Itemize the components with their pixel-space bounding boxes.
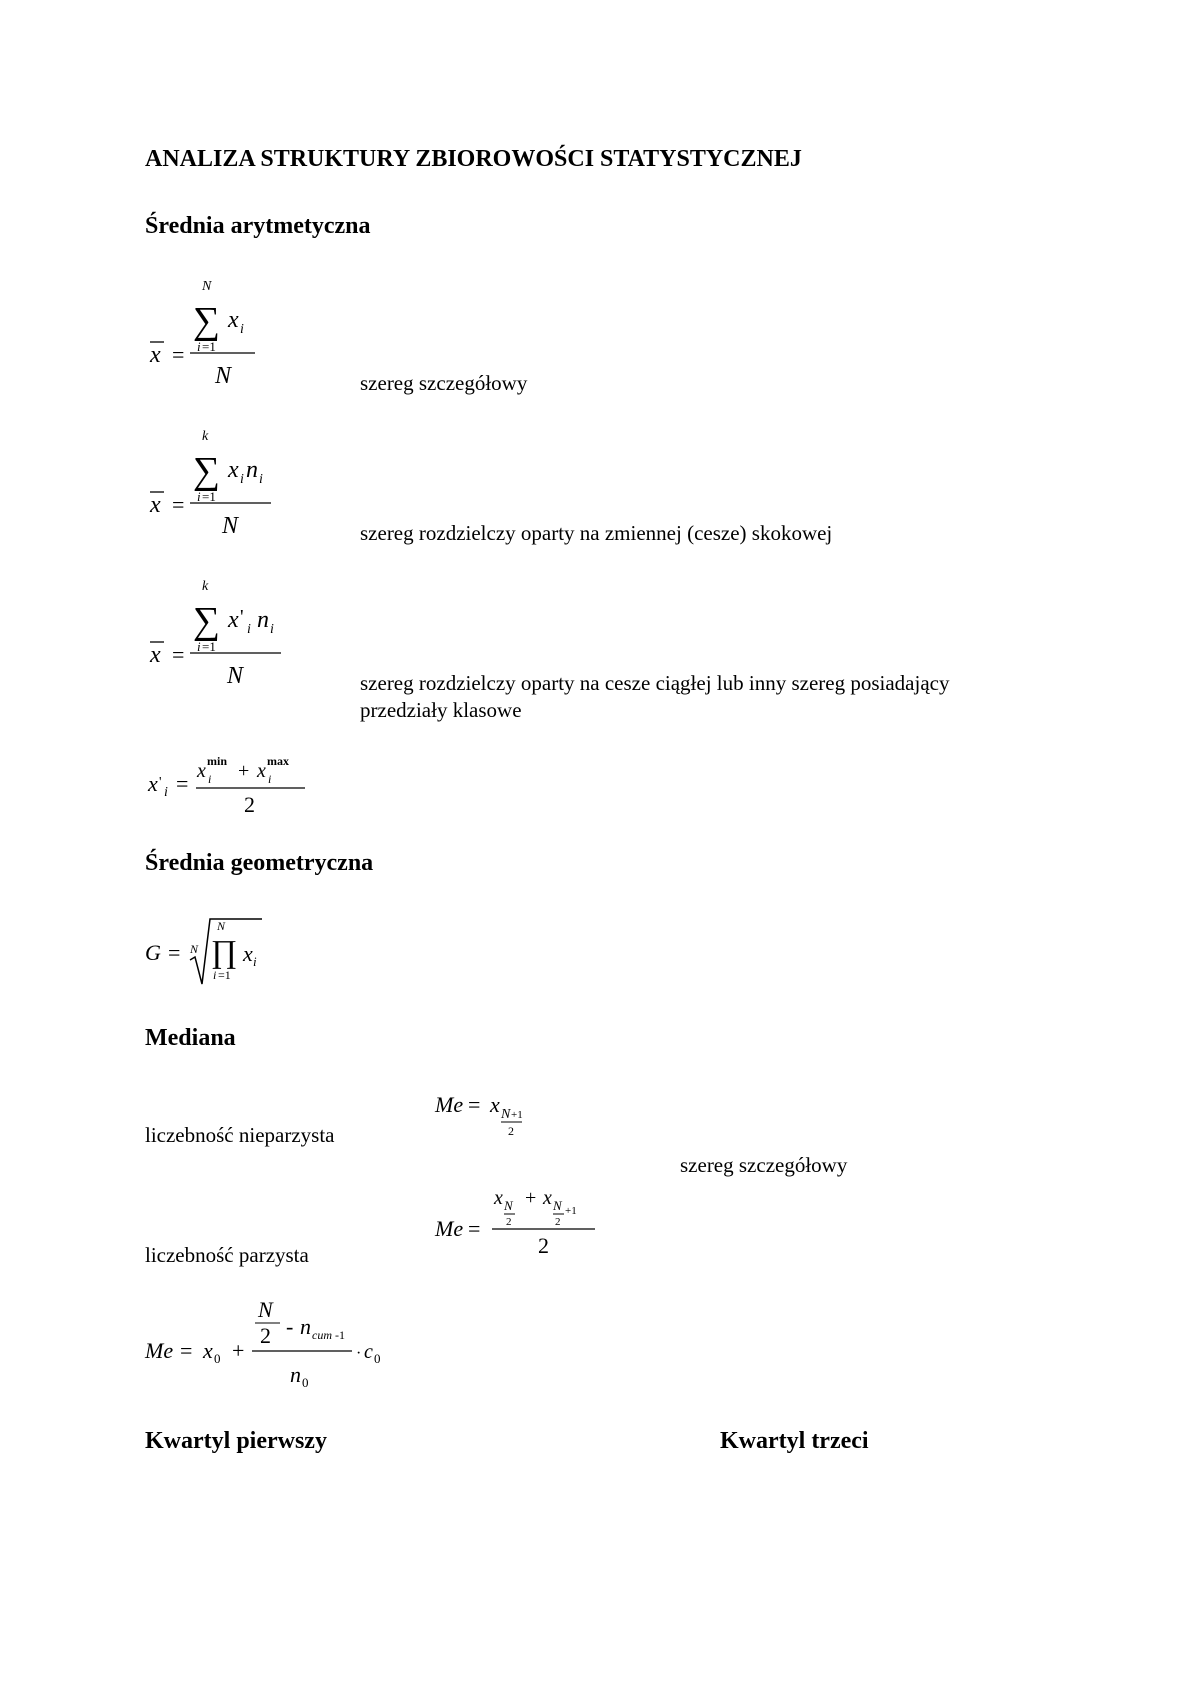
svg-text:=: = (168, 940, 181, 965)
svg-text:=: = (172, 342, 185, 367)
label-even-count: liczebność parzysta (145, 1243, 309, 1267)
svg-text:=: = (468, 1092, 481, 1117)
formula-median-odd (430, 1088, 550, 1140)
svg-text:N: N (258, 1297, 273, 1322)
svg-text:x: x (243, 941, 253, 966)
svg-text:i: i (197, 639, 201, 654)
svg-text:0: 0 (214, 1351, 221, 1366)
svg-text:N: N (222, 513, 239, 539)
page-title: ANALIZA STRUKTURY ZBIOROWOŚCI STATYSTYCZNEJ (145, 146, 802, 172)
svg-text:=1: =1 (218, 968, 231, 982)
svg-text:i: i (213, 968, 217, 982)
svg-text:x: x (257, 760, 266, 782)
svg-text:=: = (172, 492, 185, 517)
svg-text:2: 2 (506, 1216, 512, 1228)
svg-text:+: + (238, 760, 250, 782)
svg-text:i: i (268, 772, 272, 786)
formula-arithmetic-mean-discrete (140, 425, 320, 540)
svg-text:N: N (217, 919, 226, 933)
desc-discrete-series: szereg rozdzielczy oparty na zmiennej (cesze) skokowej (360, 521, 833, 545)
svg-text:x: x (228, 307, 239, 333)
svg-text:x: x (490, 1092, 500, 1117)
svg-text:x: x (543, 1187, 552, 1209)
desc-continuous-series-line2: przedziały klasowe (360, 698, 522, 722)
svg-text:+: + (232, 1338, 245, 1363)
svg-text:2: 2 (538, 1233, 549, 1258)
svg-text:+: + (525, 1187, 537, 1209)
heading-arithmetic-mean: Średnia arytmetyczna (145, 213, 371, 239)
svg-text:N: N (202, 279, 212, 294)
svg-text:G: G (145, 940, 161, 965)
svg-text:cum: cum (312, 1328, 332, 1342)
svg-text:=1: =1 (202, 639, 216, 654)
svg-text:∑: ∑ (193, 300, 221, 342)
svg-text:i: i (197, 339, 201, 354)
svg-text:0: 0 (302, 1375, 309, 1390)
formula-arithmetic-mean-detailed (140, 275, 300, 390)
svg-text:Me: Me (435, 1092, 464, 1117)
svg-text:n: n (290, 1362, 301, 1387)
svg-text:x: x (150, 342, 161, 368)
svg-text:+1: +1 (565, 1205, 577, 1217)
formula-median-even (430, 1183, 610, 1263)
formula-arithmetic-mean-continuous (140, 575, 330, 690)
heading-geometric-mean: Średnia geometryczna (145, 850, 374, 876)
svg-text:=: = (176, 771, 189, 796)
label-median-detailed-series: szereg szczegółowy (680, 1153, 848, 1177)
svg-text:i: i (259, 472, 263, 487)
svg-text:i: i (240, 322, 244, 337)
svg-text:x: x (150, 642, 161, 668)
svg-text:N: N (227, 663, 244, 689)
svg-text:x: x (203, 1338, 213, 1363)
svg-text:2: 2 (244, 792, 255, 817)
svg-text:Me: Me (435, 1216, 464, 1241)
svg-text:i: i (240, 472, 244, 487)
svg-text:2: 2 (260, 1323, 271, 1348)
svg-text:N: N (190, 942, 199, 956)
svg-text:-1: -1 (335, 1328, 345, 1342)
heading-median: Mediana (145, 1025, 236, 1051)
svg-text:·: · (356, 1345, 362, 1362)
svg-text:N: N (215, 363, 232, 389)
svg-text:x: x (197, 760, 206, 782)
svg-text:k: k (202, 579, 209, 594)
svg-text:=1: =1 (202, 489, 216, 504)
svg-text:c: c (364, 1341, 373, 1363)
desc-detailed-series: szereg szczegółowy (360, 371, 528, 395)
desc-continuous-series-line1: szereg rozdzielczy oparty na cesze ciągłej lub inny szereg posiadający (360, 671, 950, 695)
svg-text:i: i (270, 622, 274, 637)
svg-text:x: x (228, 457, 239, 483)
svg-text:+1: +1 (511, 1109, 523, 1121)
svg-text:': ' (240, 606, 244, 628)
heading-third-quartile: Kwartyl trzeci (720, 1428, 869, 1454)
svg-text:n: n (300, 1314, 311, 1339)
svg-text:∏: ∏ (211, 933, 238, 969)
formula-median-grouped (140, 1295, 400, 1395)
heading-first-quartile: Kwartyl pierwszy (145, 1428, 327, 1454)
svg-text:N: N (501, 1107, 511, 1122)
svg-text:x: x (494, 1187, 503, 1209)
svg-text:∑: ∑ (193, 450, 221, 492)
svg-text:min: min (207, 754, 228, 768)
svg-text:i: i (208, 772, 212, 786)
svg-text:x: x (148, 771, 158, 796)
svg-text:i: i (197, 489, 201, 504)
svg-text:': ' (159, 775, 162, 790)
svg-text:-: - (286, 1314, 294, 1339)
svg-text:=: = (180, 1338, 193, 1363)
svg-text:N: N (553, 1198, 562, 1213)
svg-text:n: n (257, 607, 269, 633)
svg-text:k: k (202, 429, 209, 444)
svg-text:x: x (228, 607, 239, 633)
formula-class-midpoint (140, 748, 320, 818)
svg-text:max: max (267, 754, 289, 768)
svg-text:0: 0 (374, 1351, 381, 1366)
svg-text:Me: Me (145, 1338, 174, 1363)
svg-text:=: = (468, 1216, 481, 1241)
formula-geometric-mean (140, 912, 280, 992)
svg-text:i: i (247, 622, 251, 637)
svg-text:2: 2 (508, 1124, 514, 1138)
svg-text:n: n (246, 457, 258, 483)
svg-text:i: i (164, 785, 168, 800)
svg-text:2: 2 (555, 1216, 561, 1228)
label-odd-count: liczebność nieparzysta (145, 1123, 335, 1147)
svg-text:N: N (504, 1198, 513, 1213)
svg-text:i: i (253, 954, 257, 969)
svg-text:x: x (150, 492, 161, 518)
svg-text:=: = (172, 642, 185, 667)
svg-text:∑: ∑ (193, 600, 221, 642)
svg-text:=1: =1 (202, 339, 216, 354)
